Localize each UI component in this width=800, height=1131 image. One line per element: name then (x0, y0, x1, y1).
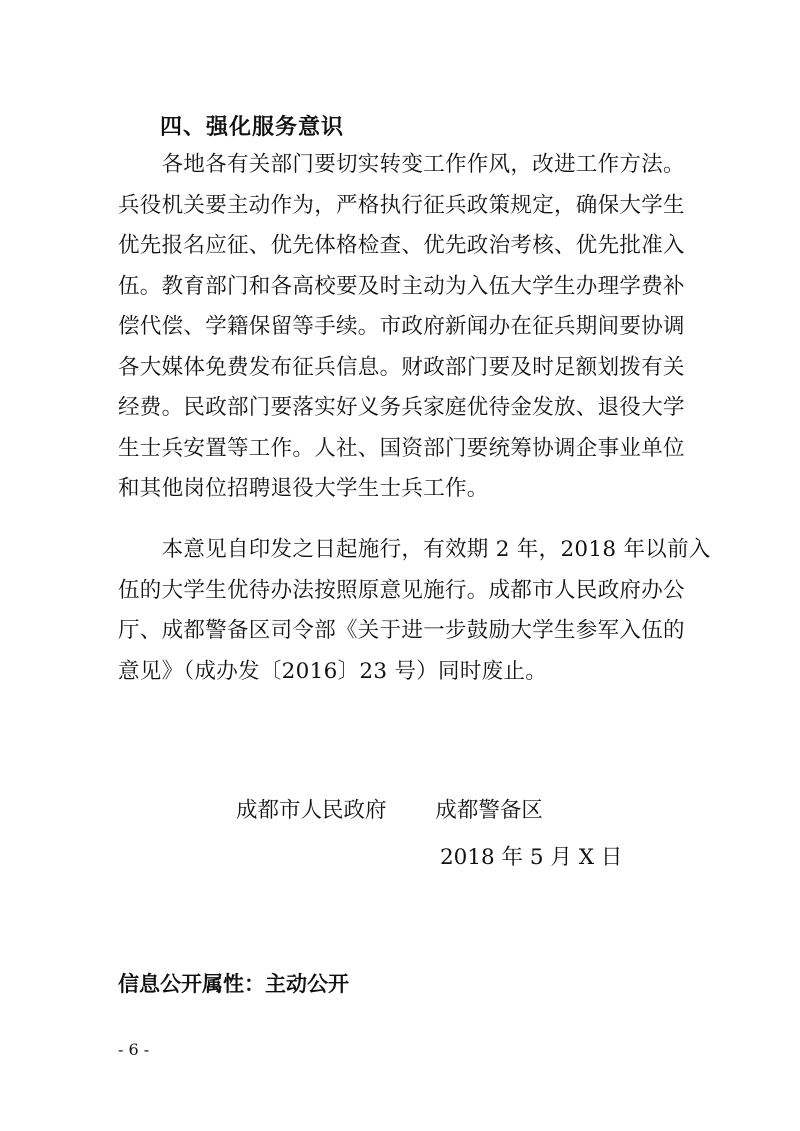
text-line: 意见》（成办发〔2016〕23 号）同时废止。 (118, 658, 548, 684)
section-heading: 四、强化服务意识 (160, 115, 345, 140)
text-line: 兵役机关要主动作为，严格执行征兵政策规定，确保大学生 (118, 192, 685, 218)
text-line: 和其他岗位招聘退役大学生士兵工作。 (118, 476, 489, 501)
text-line: 厅、成都警备区司令部《关于进一步鼓励大学生参军入伍的 (118, 618, 685, 643)
text-line: 伍的大学生优待办法按照原意见施行。成都市人民政府办公 (118, 577, 685, 603)
paragraph-service (118, 145, 688, 510)
text-line: 各大媒体免费发布征兵信息。财政部门要及时足额划拨有关 (118, 354, 685, 380)
page-number: - 6 - (118, 1040, 150, 1059)
signature-orgs (236, 793, 543, 824)
text-line: 本意见自印发之日起施行，有效期 2 年，2018 年以前入 (118, 537, 711, 562)
signature-date: 2018 年 5 月 X 日 (440, 845, 623, 870)
signature-org-garrison: 成都警备区 (435, 798, 543, 823)
disclosure-attribute: 信息公开属性：主动公开 (118, 972, 349, 996)
text-line: 各地各有关部门要切实转变工作作风，改进工作方法。 (118, 152, 685, 177)
text-line: 生士兵安置等工作。人社、国资部门要统筹协调企事业单位 (118, 435, 685, 461)
signature-org-government: 成都市人民政府 (236, 798, 387, 823)
text-line: 优先报名应征、优先体格检查、优先政治考核、优先批准入 (118, 233, 685, 258)
paragraph-effective-date (118, 530, 711, 692)
text-line: 伍。教育部门和各高校要及时主动为入伍大学生办理学费补 (118, 273, 685, 299)
text-line: 经费。民政部门要落实好义务兵家庭优待金发放、退役大学 (118, 395, 685, 420)
text-line: 偿代偿、学籍保留等手续。市政府新闻办在征兵期间要协调 (118, 314, 685, 339)
